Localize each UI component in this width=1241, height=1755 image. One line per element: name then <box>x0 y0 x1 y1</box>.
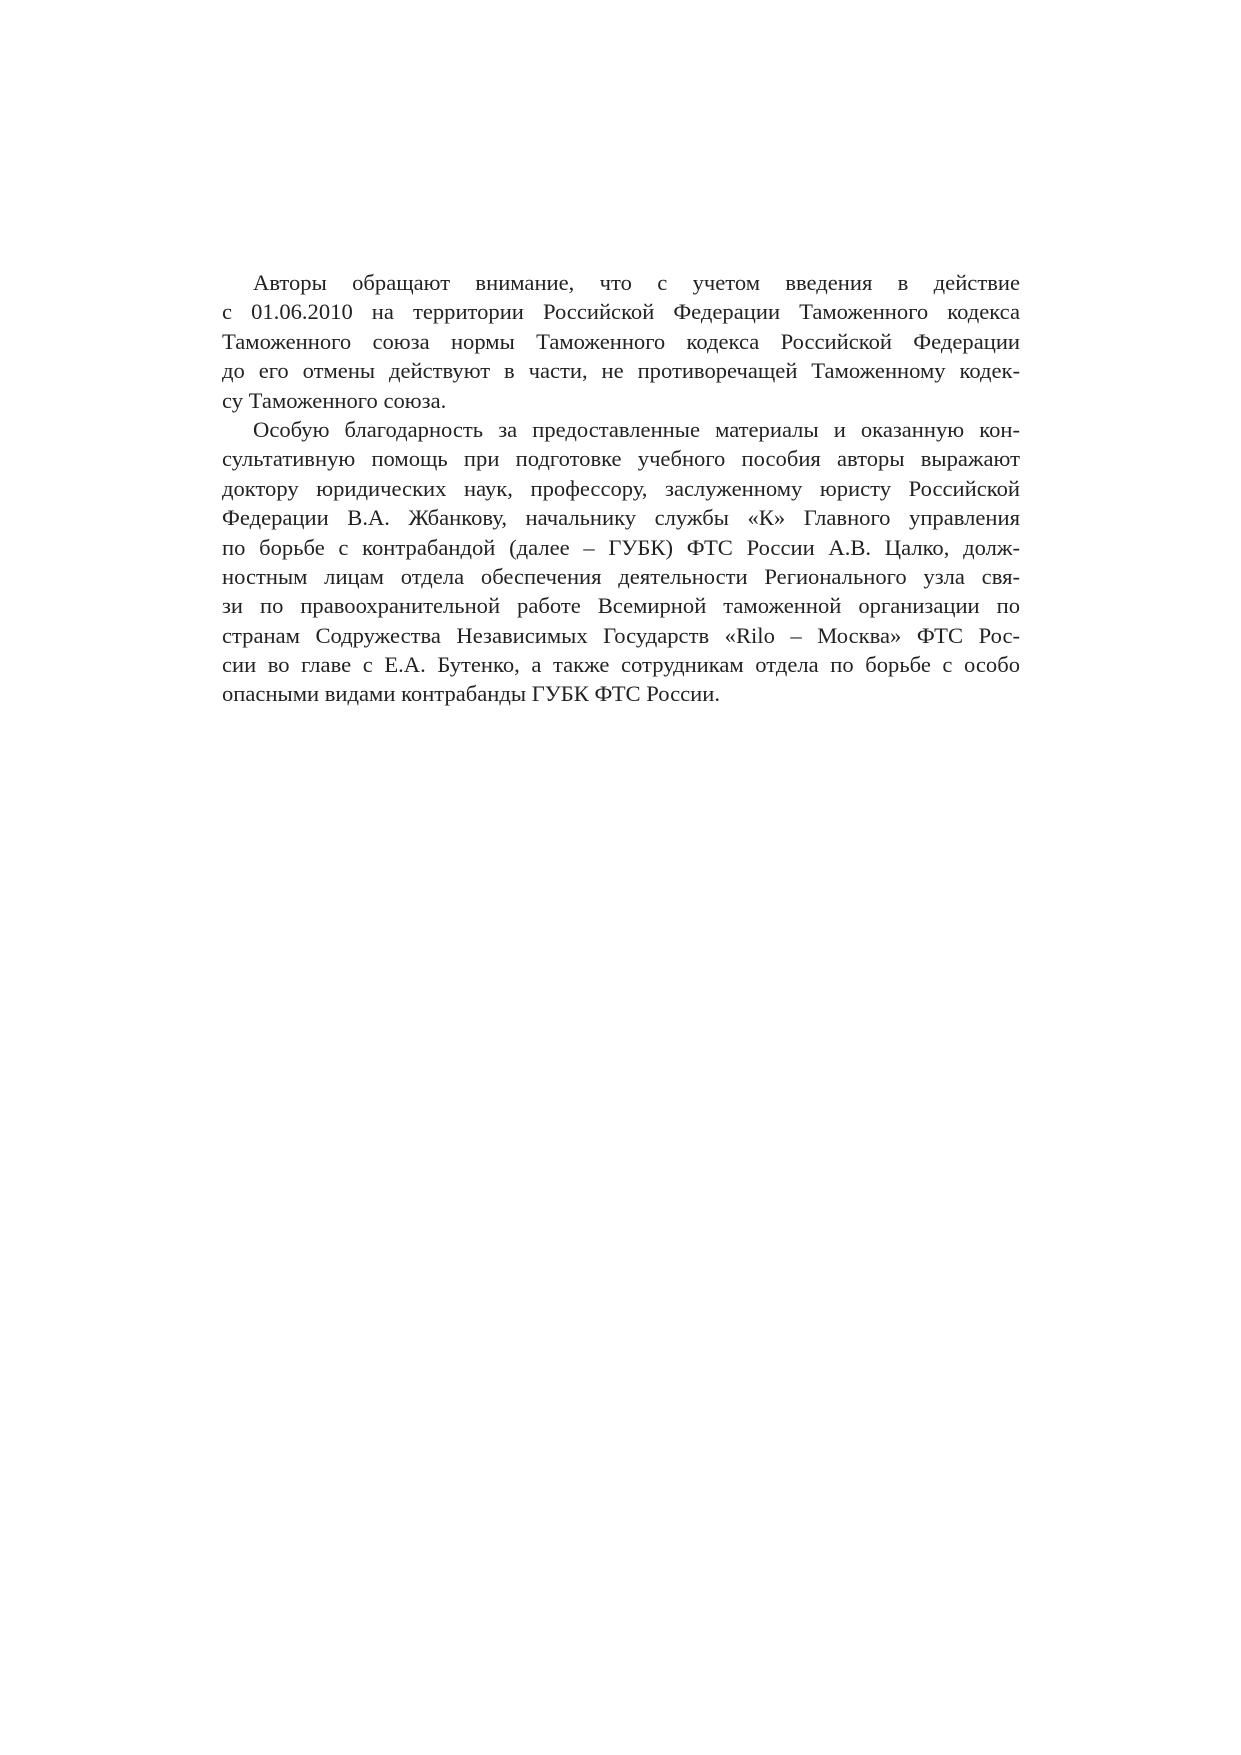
text-line: Особую благодарность за предоставленные материалы и оказанную кон- <box>253 416 1020 442</box>
body-text <box>222 268 1020 709</box>
text-line: опасными видами контрабанды ГУБК ФТС России. <box>222 681 721 707</box>
text-line: сии во главе с Е.А. Бутенко, а также сотрудникам отдела по борьбе с особо <box>222 652 1020 678</box>
text-line: до его отмены действуют в части, не противоречащей Таможенному кодек- <box>222 358 1020 384</box>
paragraph-customs-code-notice <box>222 268 1020 415</box>
paragraph-acknowledgements <box>222 415 1020 709</box>
text-line: Таможенного союза нормы Таможенного кодекса Российской Федерации <box>222 328 1020 354</box>
text-line: по борьбе с контрабандой (далее – ГУБК) ФТС России А.В. Цалко, долж- <box>222 534 1020 560</box>
text-line: зи по правоохранительной работе Всемирной таможенной организации по <box>222 593 1020 619</box>
text-line: Федерации В.А. Жбанкову, начальнику службы «К» Главного управления <box>222 505 1020 531</box>
text-line: ностным лицам отдела обеспечения деятельности Регионального узла свя- <box>222 563 1020 589</box>
text-line: доктору юридических наук, профессору, заслуженному юристу Российской <box>222 475 1020 501</box>
text-line: сультативную помощь при подготовке учебного пособия авторы выражают <box>222 446 1020 472</box>
text-line: су Таможенного союза. <box>222 387 447 413</box>
text-line: с 01.06.2010 на территории Российской Федерации Таможенного кодекса <box>222 299 1020 325</box>
text-line: странам Содружества Независимых Государств «Rilo – Москва» ФТС Рос- <box>222 622 1020 648</box>
text-line: Авторы обращают внимание, что с учетом введения в действие <box>253 270 1020 295</box>
